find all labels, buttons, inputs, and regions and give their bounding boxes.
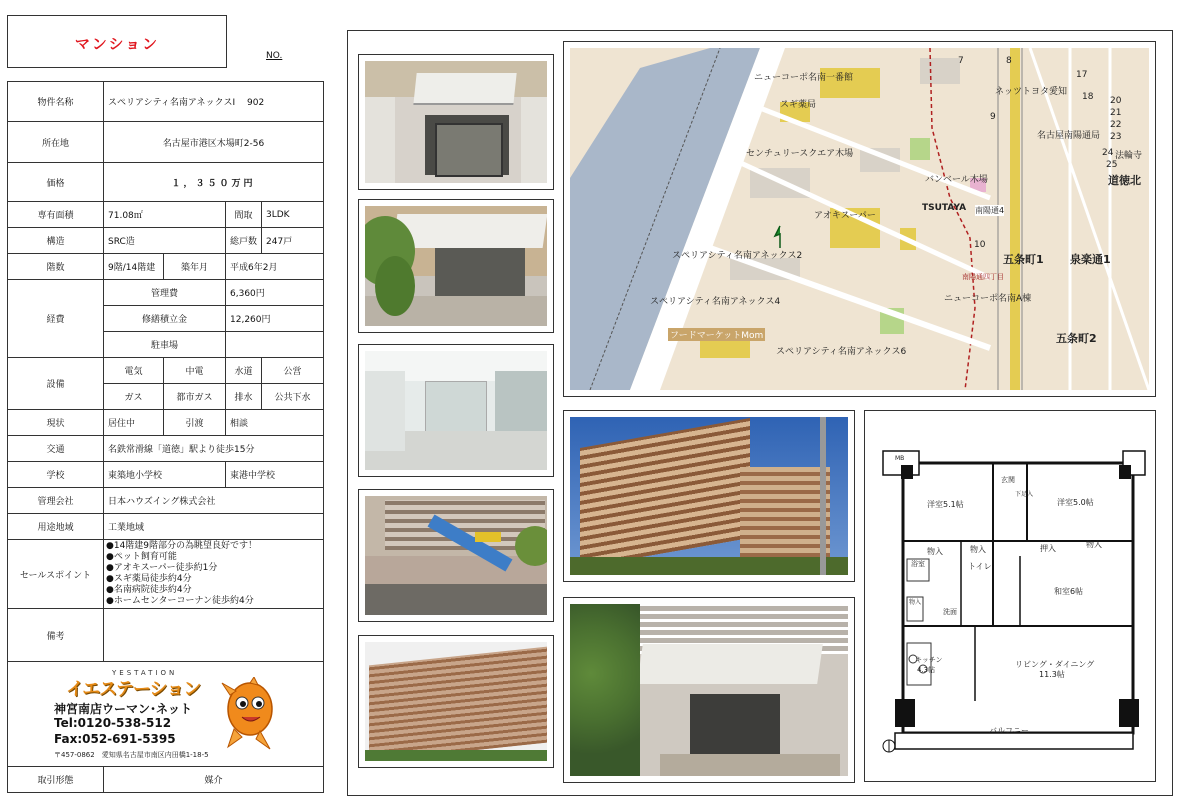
electric-label: 電気	[104, 358, 164, 384]
number-label: NO.	[266, 51, 283, 61]
parking-value	[226, 332, 324, 358]
room-label: バルコニー	[989, 726, 1029, 735]
map-label: 道徳北	[1108, 174, 1141, 187]
cost-label: 経費	[8, 280, 104, 358]
map-block-number: 20	[1110, 96, 1122, 106]
agency-logo-small: YESTATION	[112, 668, 178, 677]
photo-playground	[358, 489, 554, 622]
room-label: 物入	[970, 545, 986, 554]
transport-value: 名鉄常滑線「道徳」駅より徒歩15分	[104, 436, 324, 462]
agency-fax: Fax:052-691-5395	[54, 731, 176, 746]
transaction-type-label: 取引形態	[8, 767, 104, 793]
water-label: 水道	[226, 358, 262, 384]
handover-label: 引渡	[164, 410, 226, 436]
area-map	[563, 41, 1156, 397]
room-label: 11.3帖	[1039, 670, 1065, 679]
notes-label: 備考	[8, 609, 104, 662]
map-label: 南陽通四丁目	[962, 273, 1004, 281]
room-label: 物入	[909, 599, 922, 606]
gas-label: ガス	[104, 384, 164, 410]
map-label: バンベール木場	[925, 175, 988, 185]
photo-building-front	[563, 410, 855, 582]
photo-entrance	[358, 54, 554, 190]
map-block-number: 10	[974, 240, 986, 250]
room-label: トイレ	[968, 562, 992, 571]
map-label: 五条町2	[1056, 332, 1097, 345]
middle-school: 東港中学校	[226, 462, 324, 488]
room-label: 玄関	[1001, 476, 1015, 484]
drain-label: 排水	[226, 384, 262, 410]
map-label: フードマーケットMom	[668, 328, 765, 341]
map-label: スギ薬局	[780, 100, 817, 110]
zoning-value: 工業地域	[104, 514, 324, 540]
map-label: センチュリースクエア木場	[746, 149, 854, 159]
map-block-number: 17	[1076, 70, 1088, 80]
agency-block	[8, 662, 324, 767]
school-label: 学校	[8, 462, 104, 488]
page-title: マンション	[74, 35, 160, 53]
sales-point: ●14階建9階部分の為眺望良好です！	[106, 541, 258, 551]
area-value: 71.08㎡	[104, 202, 226, 228]
photo-building-side	[358, 635, 554, 768]
agency-branch: 神宮南店ウーマン･ネット	[54, 701, 193, 716]
name-value: スペリアシティ名南アネックスⅠ 902	[104, 82, 324, 122]
map-block-number: 8	[1006, 56, 1012, 66]
structure-label: 構造	[8, 228, 104, 254]
price-value: １，３５０万円	[104, 163, 324, 202]
photo-lobby	[358, 344, 554, 477]
map-label: 名古屋南陽通局	[1037, 131, 1101, 141]
room-label: 下足入	[1015, 491, 1034, 498]
elementary-school: 東築地小学校	[104, 462, 226, 488]
water-value: 公営	[262, 358, 324, 384]
map-label: スペリアシティ名南アネックス2	[672, 251, 803, 261]
room-label: 浴室	[911, 560, 925, 568]
map-label: スペリアシティ名南アネックス4	[650, 297, 781, 307]
management-company-label: 管理会社	[8, 488, 104, 514]
map-label: ニューコーポ名南A棟	[944, 294, 1032, 304]
mgmt-fee-value: 6,360円	[226, 280, 324, 306]
electric-value: 中電	[164, 358, 226, 384]
room-label: 洋室5.1帖	[927, 500, 964, 509]
mascot-fish-icon	[220, 677, 278, 751]
property-spec-table	[7, 81, 324, 793]
map-label: ネッツトヨタ愛知	[995, 87, 1068, 97]
sales-points-list	[104, 540, 324, 609]
agency-tel: Tel:0120-538-512	[54, 715, 172, 730]
equipment-label: 設備	[8, 358, 104, 410]
sales-point: ●アオキスーパー徒歩約1分	[106, 563, 218, 573]
floor-plan	[864, 410, 1156, 782]
photo-building-entrance	[563, 597, 855, 783]
transaction-type-value: 媒介	[104, 767, 324, 793]
map-label: TSUTAYA	[922, 203, 967, 213]
parking-label: 駐車場	[104, 332, 226, 358]
room-label: MB	[895, 455, 905, 462]
room-label: キッチン	[915, 656, 943, 664]
management-company-value: 日本ハウズイング株式会社	[104, 488, 324, 514]
gas-value: 都市ガス	[164, 384, 226, 410]
map-block-number: 18	[1082, 92, 1094, 102]
sales-point: ●スギ薬局徒歩約4分	[106, 574, 192, 584]
map-label: ニューコーポ名南一番館	[754, 73, 854, 83]
title-box	[7, 15, 227, 68]
room-label: 4.3帖	[917, 666, 936, 674]
map-block-number: 23	[1110, 132, 1122, 142]
map-block-number: 25	[1106, 160, 1118, 170]
address-value: 名古屋市港区木場町2-56	[104, 122, 324, 163]
room-label: 押入	[1040, 544, 1056, 553]
sales-point: ●ホームセンターコーナン徒歩約4分	[106, 596, 254, 606]
transport-label: 交通	[8, 436, 104, 462]
map-block-number: 22	[1110, 120, 1122, 130]
agency-logo: イエステーション	[66, 678, 201, 700]
map-label: 法輪寺	[1115, 151, 1143, 161]
layout-label: 間取	[226, 202, 262, 228]
sales-points-label: セールスポイント	[8, 540, 104, 609]
units-value: 247戸	[262, 228, 324, 254]
units-label: 総戸数	[226, 228, 262, 254]
layout-value: 3LDK	[262, 202, 324, 228]
room-label: 洗面	[943, 608, 957, 616]
zoning-label: 用途地域	[8, 514, 104, 540]
map-label: スペリアシティ名南アネックス6	[776, 347, 907, 357]
floor-value: 9階/14階建	[104, 254, 164, 280]
agency-address: 〒457-0862 愛知県名古屋市南区内田橋1-18-5	[54, 750, 209, 759]
room-label: リビング・ダイニング	[1015, 660, 1095, 669]
room-label: 和室6帖	[1054, 587, 1084, 596]
drain-value: 公共下水	[262, 384, 324, 410]
map-label: 五条町1	[1003, 253, 1044, 266]
status-value: 居住中	[104, 410, 164, 436]
map-label: 南陽通4	[975, 206, 1005, 215]
structure-value: SRC造	[104, 228, 226, 254]
room-label: 物入	[1086, 540, 1102, 549]
map-block-number: 7	[958, 56, 964, 66]
room-label: 物入	[927, 547, 943, 556]
price-label: 価格	[8, 163, 104, 202]
handover-value: 相談	[226, 410, 324, 436]
room-label: 洋室5.0帖	[1057, 498, 1094, 507]
status-label: 現状	[8, 410, 104, 436]
floor-label: 階数	[8, 254, 104, 280]
area-label: 専有面積	[8, 202, 104, 228]
map-block-number: 24	[1102, 148, 1114, 158]
sales-point: ●名南病院徒歩約4分	[106, 585, 192, 595]
map-label: アオキスーパー	[814, 211, 876, 221]
repair-fund-value: 12,260円	[226, 306, 324, 332]
map-block-number: 21	[1110, 108, 1122, 118]
address-label: 所在地	[8, 122, 104, 163]
name-label: 物件名称	[8, 82, 104, 122]
sales-point: ●ペット飼育可能	[106, 552, 177, 562]
photo-entrance-tree	[358, 199, 554, 333]
built-value: 平成6年2月	[226, 254, 324, 280]
repair-fund-label: 修繕積立金	[104, 306, 226, 332]
map-block-number: 9	[990, 112, 996, 122]
map-label: 泉楽通1	[1070, 253, 1111, 266]
notes-value	[104, 609, 324, 662]
built-label: 築年月	[164, 254, 226, 280]
mgmt-fee-label: 管理費	[104, 280, 226, 306]
